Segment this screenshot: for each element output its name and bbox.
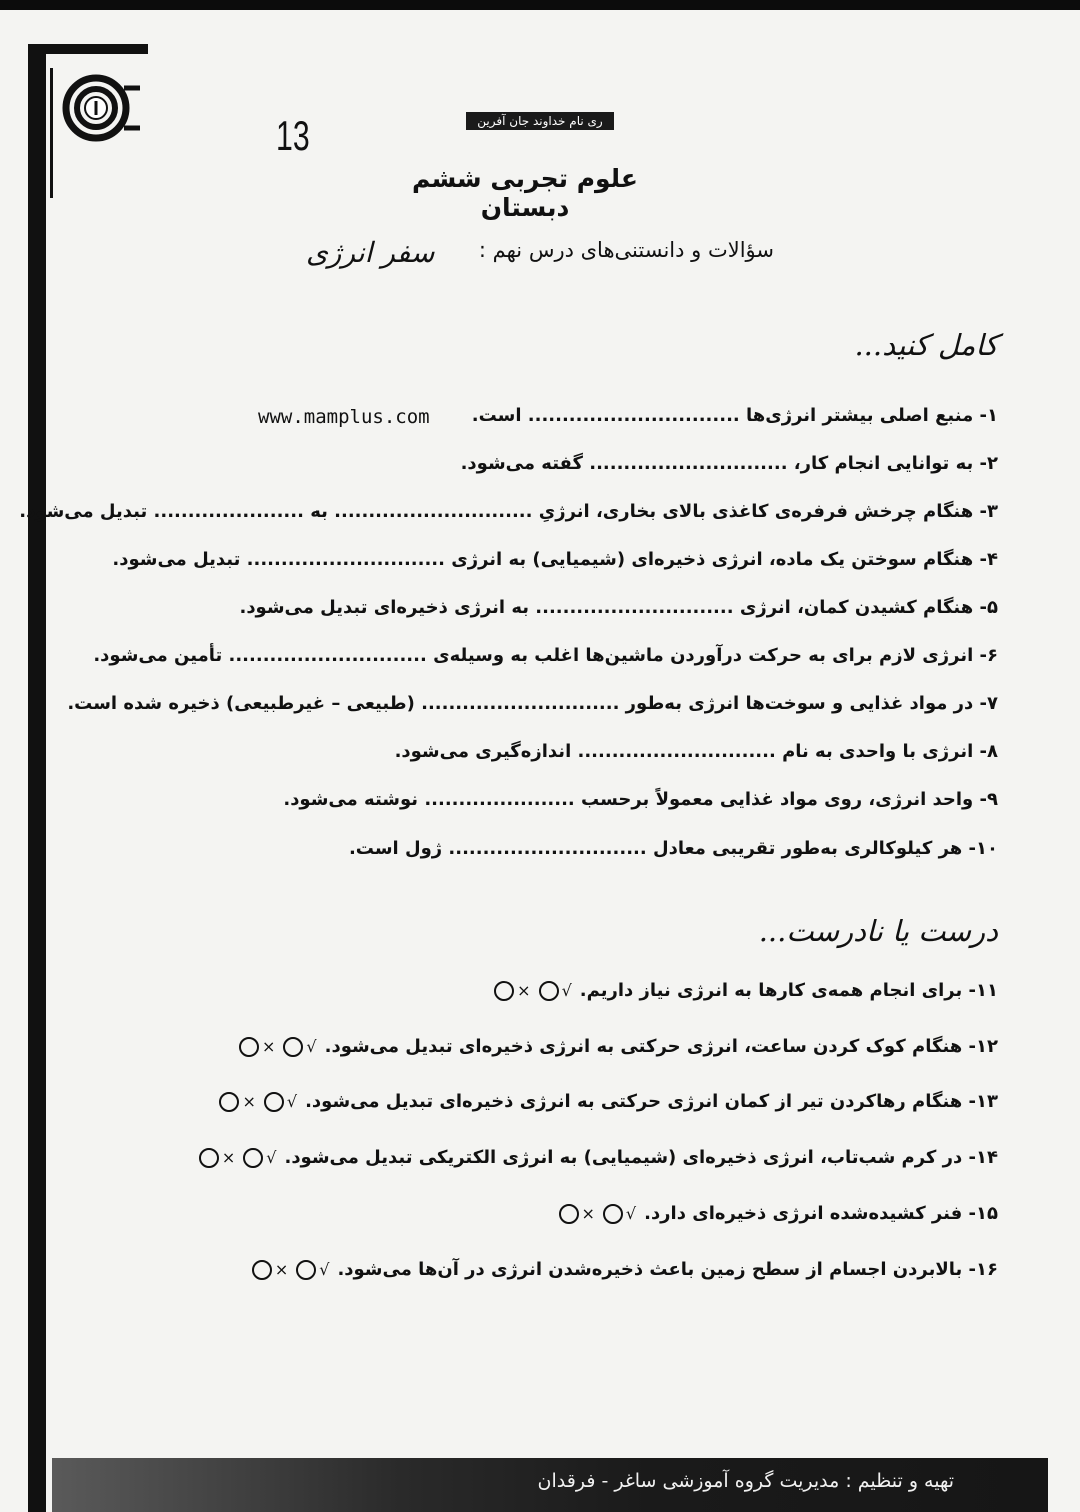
page-number: 13 — [276, 112, 310, 159]
tf-question — [559, 1203, 999, 1224]
fill-question: ۸- انرژی با واحدی به نام ............................. اندازه‌گیری می‌شود. — [394, 741, 998, 762]
fill-question: ۲- به توانایی انجام کار، ............................. گفته می‌شود. — [460, 453, 998, 474]
lesson-heading: سؤالات و دانستنی‌های درس نهم : — [478, 238, 774, 262]
true-circle[interactable] — [264, 1092, 284, 1112]
tf-question — [239, 1036, 998, 1057]
tf-question-text: ۱۲- هنگام کوک کردن ساعت، انرژی حرکتی به انرژی ذخیره‌ای تبدیل می‌شود. — [324, 1036, 998, 1057]
tf-section-title: درست یا نادرست... — [758, 914, 998, 948]
false-choice[interactable] — [239, 1037, 275, 1057]
tf-question-text: ۱۶- بالابردن اجسام از سطح زمین باعث ذخیره‌شدن انرژی در آن‌ها می‌شود. — [337, 1259, 998, 1280]
true-circle[interactable] — [243, 1148, 263, 1168]
true-circle[interactable] — [296, 1260, 316, 1280]
fill-section-title: کامل کنید... — [854, 328, 998, 362]
check-mark-icon: √ — [561, 981, 572, 1000]
false-circle[interactable] — [559, 1204, 579, 1224]
book-title: علوم تجربی ششم دبستان — [412, 164, 638, 222]
false-circle[interactable] — [494, 981, 514, 1001]
check-mark-icon: √ — [266, 1148, 277, 1167]
false-choice[interactable] — [252, 1260, 288, 1280]
frame-inner-line — [50, 68, 53, 198]
fill-question: ۴- هنگام سوختن یک ماده، انرژی ذخیره‌ای (شیمیایی) به انرژی ............................. تبدیل می‌شود. — [112, 549, 998, 570]
website-link[interactable]: www.mamplus.com — [258, 406, 430, 428]
false-circle[interactable] — [252, 1260, 272, 1280]
fill-question: ۵- هنگام کشیدن کمان، انرژی ............................. به انرژی ذخیره‌ای تبدیل می‌شود. — [239, 597, 998, 618]
tf-question-text: ۱۴- در کرم شب‌تاب، انرژی ذخیره‌ای (شیمیایی) به انرژی الکتریکی تبدیل می‌شود. — [284, 1147, 998, 1168]
frame-top-edge — [28, 44, 148, 54]
top-dark-bar — [0, 0, 1080, 10]
fill-question: ۷- در مواد غذایی و سوخت‌ها انرژی به‌طور ............................. (طبیعی – غیرطبیعی) ذخیره شده است. — [67, 693, 998, 714]
tf-question-text: ۱۳- هنگام رهاکردن تیر از کمان انرژی حرکتی به انرژی ذخیره‌ای تبدیل می‌شود. — [305, 1091, 998, 1112]
tf-question-text: ۱۵- فنر کشیده‌شده انرژی ذخیره‌ای دارد. — [644, 1203, 998, 1224]
cross-mark-icon: × — [274, 1260, 289, 1279]
tf-question — [252, 1259, 998, 1280]
tf-question-text: ۱۱- برای انجام همه‌ی کارها به انرژی نیاز داریم. — [579, 980, 998, 1001]
true-choice[interactable] — [603, 1204, 636, 1224]
false-circle[interactable] — [239, 1037, 259, 1057]
true-choice[interactable] — [283, 1037, 316, 1057]
fill-question: ۳- هنگام چرخش فرفره‌ی کاغذی بالای بخاری، انرژیِ ............................. به ...................... تبدیل می‌شود. — [19, 501, 998, 522]
check-mark-icon: √ — [286, 1092, 298, 1111]
publisher-logo-icon — [62, 74, 142, 154]
cross-mark-icon: × — [581, 1204, 595, 1223]
tf-question — [494, 980, 998, 1001]
true-choice[interactable] — [296, 1260, 329, 1280]
true-circle[interactable] — [603, 1204, 623, 1224]
true-circle[interactable] — [283, 1037, 303, 1057]
false-circle[interactable] — [219, 1092, 239, 1112]
check-mark-icon: √ — [319, 1260, 330, 1279]
tf-question — [199, 1147, 998, 1168]
fill-question: ۹- واحد انرژی، روی مواد غذایی معمولاً برحسب ...................... نوشته می‌شود. — [283, 789, 998, 810]
true-circle[interactable] — [539, 981, 559, 1001]
tf-question — [219, 1091, 998, 1112]
true-choice[interactable] — [243, 1148, 276, 1168]
cross-mark-icon: × — [262, 1037, 276, 1056]
header-banner: ری نام خداوند جان آفرین — [466, 112, 614, 130]
check-mark-icon: √ — [306, 1037, 317, 1056]
false-choice[interactable] — [199, 1148, 235, 1168]
cross-mark-icon: × — [221, 1148, 236, 1167]
cross-mark-icon: × — [242, 1092, 256, 1111]
fill-question: ۱- منبع اصلی بیشتر انرژی‌ها ............................... است. — [471, 405, 998, 426]
fill-question: ۱۰- هر کیلوکالری به‌طور تقریبی معادل ............................. ژول است. — [348, 838, 998, 859]
false-choice[interactable] — [219, 1092, 255, 1112]
true-choice[interactable] — [264, 1092, 297, 1112]
footer-credit: تهیه و تنظیم : مدیریت گروه آموزشی ساغر - فرقدان — [537, 1470, 954, 1492]
false-circle[interactable] — [199, 1148, 219, 1168]
cross-mark-icon: × — [517, 981, 531, 1000]
fill-question: ۶- انرژی لازم برای به حرکت درآوردن ماشین‌ها اغلب به وسیله‌ی ............................. تأمین می‌شود. — [93, 645, 998, 666]
false-choice[interactable] — [559, 1204, 595, 1224]
frame-left-edge — [28, 44, 46, 1512]
lesson-name: سفر انرژی — [306, 236, 435, 269]
true-choice[interactable] — [539, 981, 572, 1001]
false-choice[interactable] — [494, 981, 530, 1001]
check-mark-icon: √ — [625, 1204, 637, 1223]
